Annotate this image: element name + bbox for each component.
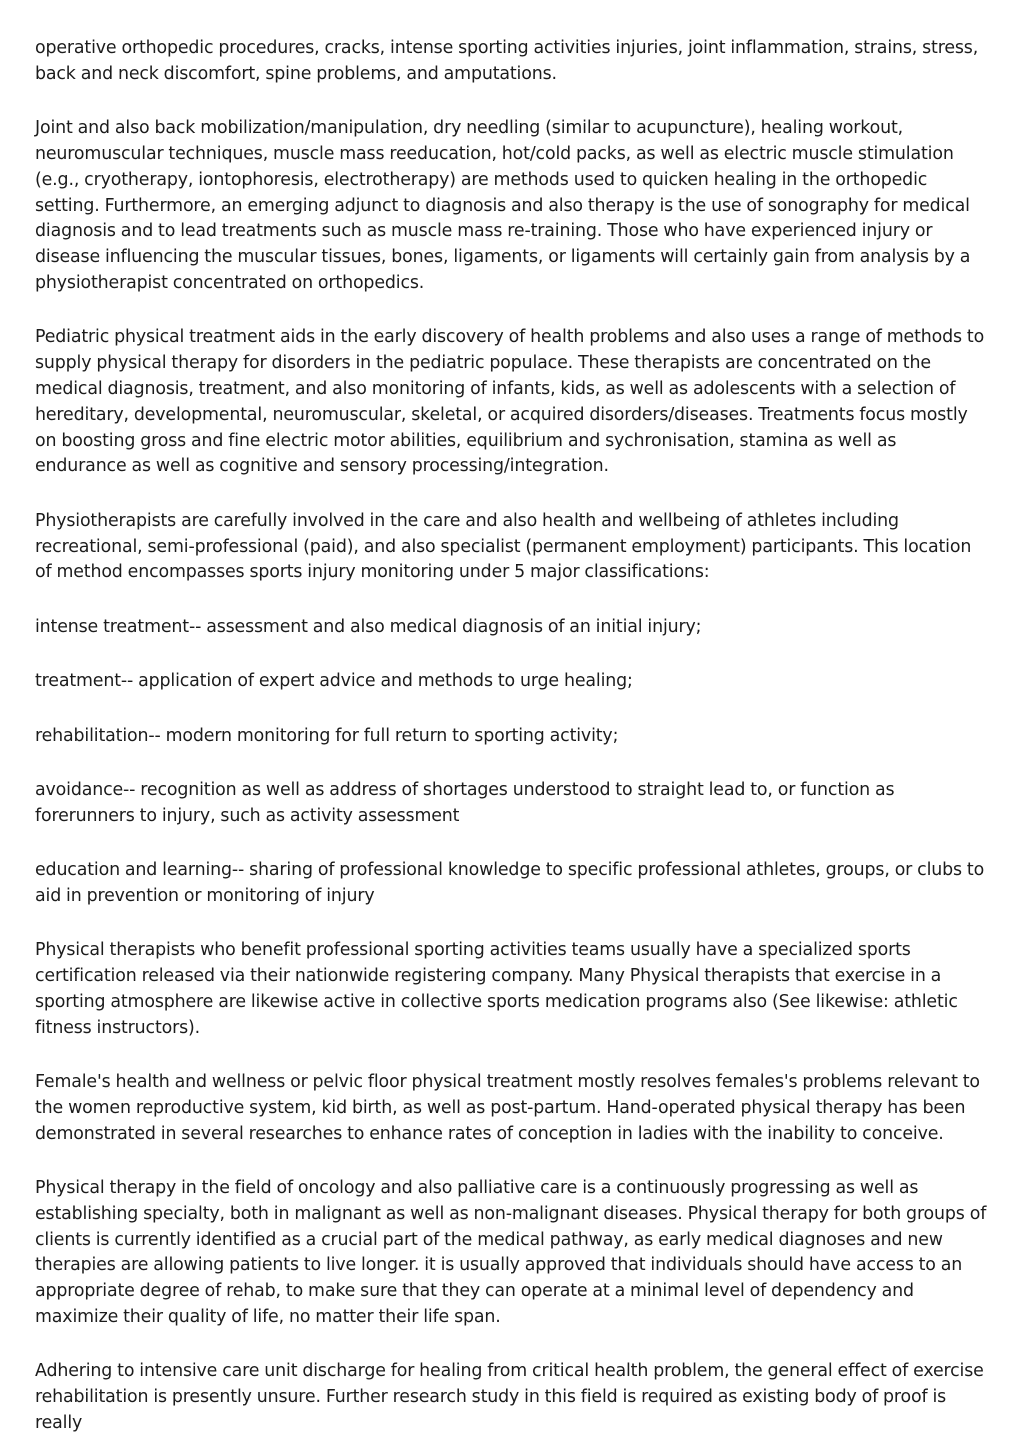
paragraph-icu-discharge: Adhering to intensive care unit discharge for healing from critical health problem, the general effect of exercise rehabilitation is presently unsure. Further research study in this field is required as existing body of proof is really — [35, 1361, 984, 1433]
list-item-rehabilitation: rehabilitation-- modern monitoring for full return to sporting activity; — [35, 725, 619, 746]
list-item-treatment: treatment-- application of expert advice and methods to urge healing; — [35, 671, 633, 692]
list-item-education: education and learning-- sharing of professional knowledge to specific professional athletes, groups, or clubs to aid in prevention or monitoring of injury — [35, 860, 985, 906]
paragraph-orthopedic-conditions: operative orthopedic procedures, cracks, intense sporting activities injuries, joint inflammation, strains, stress, back and neck discomfort, spine problems, and amputations. — [35, 38, 979, 84]
list-item-acute-treatment: intense treatment-- assessment and also medical diagnosis of an initial injury; — [35, 616, 702, 637]
paragraph-pediatric: Pediatric physical treatment aids in the early discovery of health problems and also uses a range of methods to supply physical therapy for disorders in the pediatric populace. These therapists are concentrated on the medical diagnosis, treatment, and also monitoring of infants, kids, as well as adolescents with a selection of hereditary, developmental, neuromuscular, skeletal, or acquired disorders/diseases. Treatments focus mostly on boosting gross and fine electric motor abilities, equilibrium and sychronisation, stamina as well as endurance as well as cognitive and sensory processing/integration. — [35, 327, 985, 477]
paragraph-sports-certification: Physical therapists who benefit professional sporting activities teams usually have a specialized sports certification released via their nationwide registering company. Many Physical therapists that exercise in a sporting atmosphere are likewise active in collective sports medication programs also (See likewise: athletic fitness instructors). — [35, 940, 958, 1038]
paragraph-orthopedic-methods: Joint and also back mobilization/manipulation, dry needling (similar to acupuncture), healing workout, neuromuscular techniques, muscle mass reeducation, hot/cold packs, as well as electric muscle stimulation (e.g., cryotherapy, iontophoresis, electrotherapy) are methods used to quicken healing in the orthopedic setting. Furthermore, an emerging adjunct to diagnosis and also therapy is the use of sonography for medical diagnosis and to lead treatments such as muscle mass re-training. Those who have experienced injury or disease influencing the muscular tissues, bones, ligaments, or ligaments will certainly gain from analysis by a physiotherapist concentrated on orthopedics. — [35, 118, 971, 293]
paragraph-sports-intro: Physiotherapists are carefully involved in the care and also health and wellbeing of athletes including recreational, semi-professional (paid), and also specialist (permanent employment) participants. This location of method encompasses sports injury monitoring under 5 major classifications: — [35, 510, 972, 583]
paragraph-womens-health: Female's health and wellness or pelvic floor physical treatment mostly resolves females's problems relevant to the women reproductive system, kid birth, as well as post-partum. Hand-operated physical therapy has been demonstrated in several researches to enhance rates of conception in ladies with the inability to conceive. — [35, 1072, 980, 1144]
list-item-prevention: avoidance-- recognition as well as address of shortages understood to straight lead to, or function as forerunners to injury, such as activity assessment — [35, 779, 895, 826]
document-body — [35, 36, 991, 1437]
paragraph-oncology: Physical therapy in the field of oncology and also palliative care is a continuously progressing as well as establishing specialty, both in malignant as well as non-malignant diseases. Physical therapy for both groups of clients is currently identified as a crucial part of the medical pathway, as early medical diagnoses and new therapies are allowing patients to live longer. it is usually approved that individuals should have access to an appropriate degree of rehab, to make sure that they can operate at a minimal level of dependency and maximize their quality of life, no matter their life span. — [35, 1178, 987, 1328]
